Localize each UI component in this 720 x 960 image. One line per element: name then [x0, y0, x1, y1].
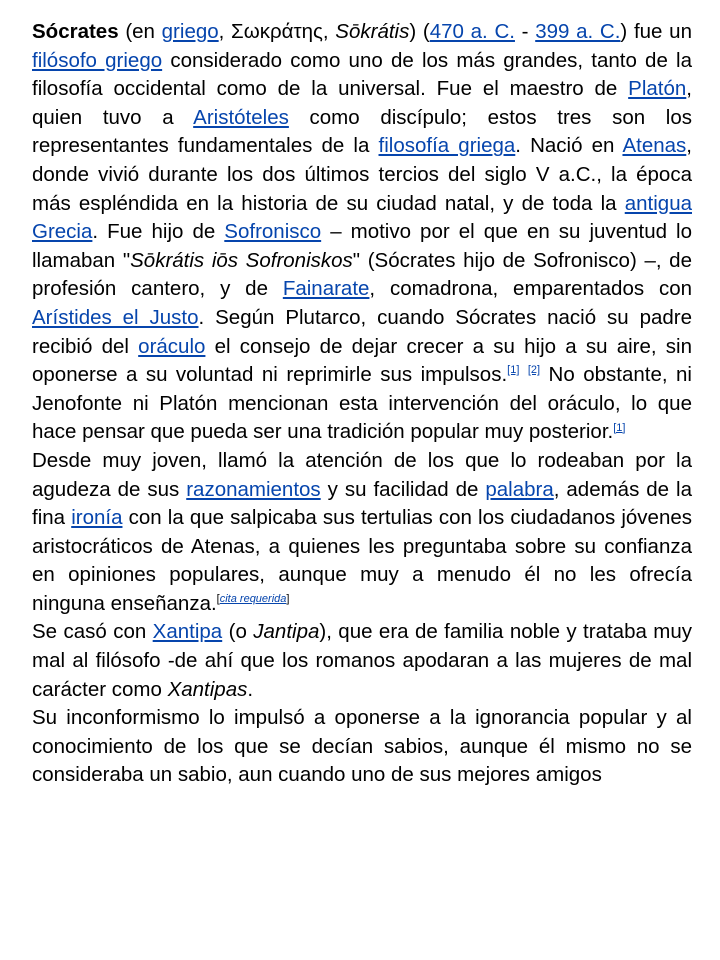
- citation-needed: [217, 593, 290, 605]
- text: .: [247, 677, 254, 701]
- text: , además de la fina: [32, 477, 692, 530]
- link-aristides-el-justo[interactable]: Arístides el Justo: [32, 305, 199, 329]
- reference-link[interactable]: [1]: [507, 364, 520, 377]
- bracket: [: [216, 593, 220, 606]
- bracket: ]: [286, 593, 290, 606]
- text: . Nació en: [515, 134, 623, 158]
- link-palabra[interactable]: palabra: [485, 477, 554, 501]
- link-griego[interactable]: griego: [161, 20, 219, 43]
- link-470-ac[interactable]: 470 a. C.: [429, 20, 515, 43]
- nickname: Sōkrátis iōs Sofroniskos: [130, 248, 353, 272]
- article-subject: Sócrates: [32, 20, 119, 43]
- text: como discípulo; estos tres son los representantes fundamentales de la: [32, 105, 692, 158]
- text: con la que salpicaba sus tertulias con los ciudadanos jóvenes aristocráticos de Atenas, a quienes les preguntaba sobre su confianza en opiniones populares, aunque muy a menudo él no les ofrecía ninguna enseñanza.: [32, 506, 692, 615]
- text: . Según Plutarco, cuando Sócrates nació su padre recibió del: [32, 305, 692, 358]
- text: No obstante, ni Jenofonte ni Platón mencionan esta intervención del oráculo, lo que hace pensar que pueda ser una tradición popular muy posterior.: [32, 363, 692, 444]
- article-body: [32, 18, 692, 790]
- link-razonamientos[interactable]: razonamientos: [186, 477, 321, 501]
- text: – motivo por el que en su juventud lo llamaban ": [32, 220, 693, 272]
- link-fainarate[interactable]: Fainarate: [282, 277, 370, 301]
- text: Su inconformismo lo impulsó a oponerse a la ignorancia popular y al conocimiento de los que se decían sabios, aunque él mismo no se consideraba un sabio, aun cuando uno de sus mejores amigos: [32, 706, 692, 787]
- reference-1: [507, 364, 519, 376]
- link-ironia[interactable]: ironía: [71, 506, 123, 530]
- link-oraculo[interactable]: oráculo: [138, 334, 206, 358]
- link-platon[interactable]: Platón: [628, 77, 687, 101]
- text: , comadrona, emparentados con: [369, 277, 692, 301]
- alt-name: Jantipa: [253, 620, 320, 644]
- text: -: [514, 20, 536, 43]
- text: (o: [222, 620, 254, 644]
- text: " (Sócrates hijo de Sofronisco) –, de profesión cantero, y de: [32, 248, 692, 301]
- paragraph-youth: [32, 447, 692, 619]
- text: ), que era de familia noble y trataba muy mal al filósofo -de ahí que los romanos apodaran a las mujeres de mal carácter como: [32, 620, 693, 701]
- text: Se casó con: [32, 620, 153, 644]
- transliteration: Sōkrátis: [335, 20, 410, 43]
- link-aristoteles[interactable]: Aristóteles: [193, 105, 289, 129]
- link-antigua-grecia[interactable]: antigua Grecia: [32, 191, 692, 244]
- reference-link[interactable]: [2]: [527, 364, 541, 377]
- text: ) fue un: [620, 20, 692, 43]
- paragraph-intro: [32, 18, 692, 447]
- text: el consejo de dejar crecer a su hijo a su aire, sin oponerse a su voluntad ni reprimirle sus impulsos.: [32, 334, 692, 387]
- text: . Fue hijo de: [92, 220, 225, 244]
- text: (en: [118, 20, 162, 43]
- text: , donde vivió durante los dos últimos tercios del siglo V a.C., la época más espléndida en la historia de su ciudad natal, y de toda la: [32, 134, 692, 215]
- text: ) (: [409, 20, 430, 43]
- text: , Σωκράτης,: [218, 20, 336, 43]
- paragraph-nonconformism: [32, 704, 692, 790]
- link-filosofo-griego[interactable]: filósofo griego: [32, 48, 163, 72]
- citation-needed-link[interactable]: cita requerida: [219, 593, 287, 606]
- link-399-ac[interactable]: 399 a. C.: [535, 20, 621, 43]
- text: , quien tuvo a: [32, 77, 692, 129]
- term-xantipas: Xantipas: [167, 677, 248, 701]
- reference-link[interactable]: [1]: [613, 421, 626, 434]
- reference-3: [613, 422, 625, 434]
- link-atenas[interactable]: Atenas: [622, 134, 687, 158]
- link-xantipa[interactable]: Xantipa: [152, 620, 223, 644]
- text: Desde muy joven, llamó la atención de los que lo rodeaban por la agudeza de sus: [32, 448, 692, 501]
- text: considerado como uno de los más grandes, tanto de la filosofía occidental como de la universal. Fue el maestro de: [32, 48, 692, 101]
- text: y su facilidad de: [320, 477, 486, 501]
- paragraph-marriage: [32, 618, 692, 704]
- link-sofronisco[interactable]: Sofronisco: [224, 220, 322, 244]
- link-filosofia-griega[interactable]: filosofía griega: [378, 134, 516, 158]
- reference-2: [528, 364, 540, 376]
